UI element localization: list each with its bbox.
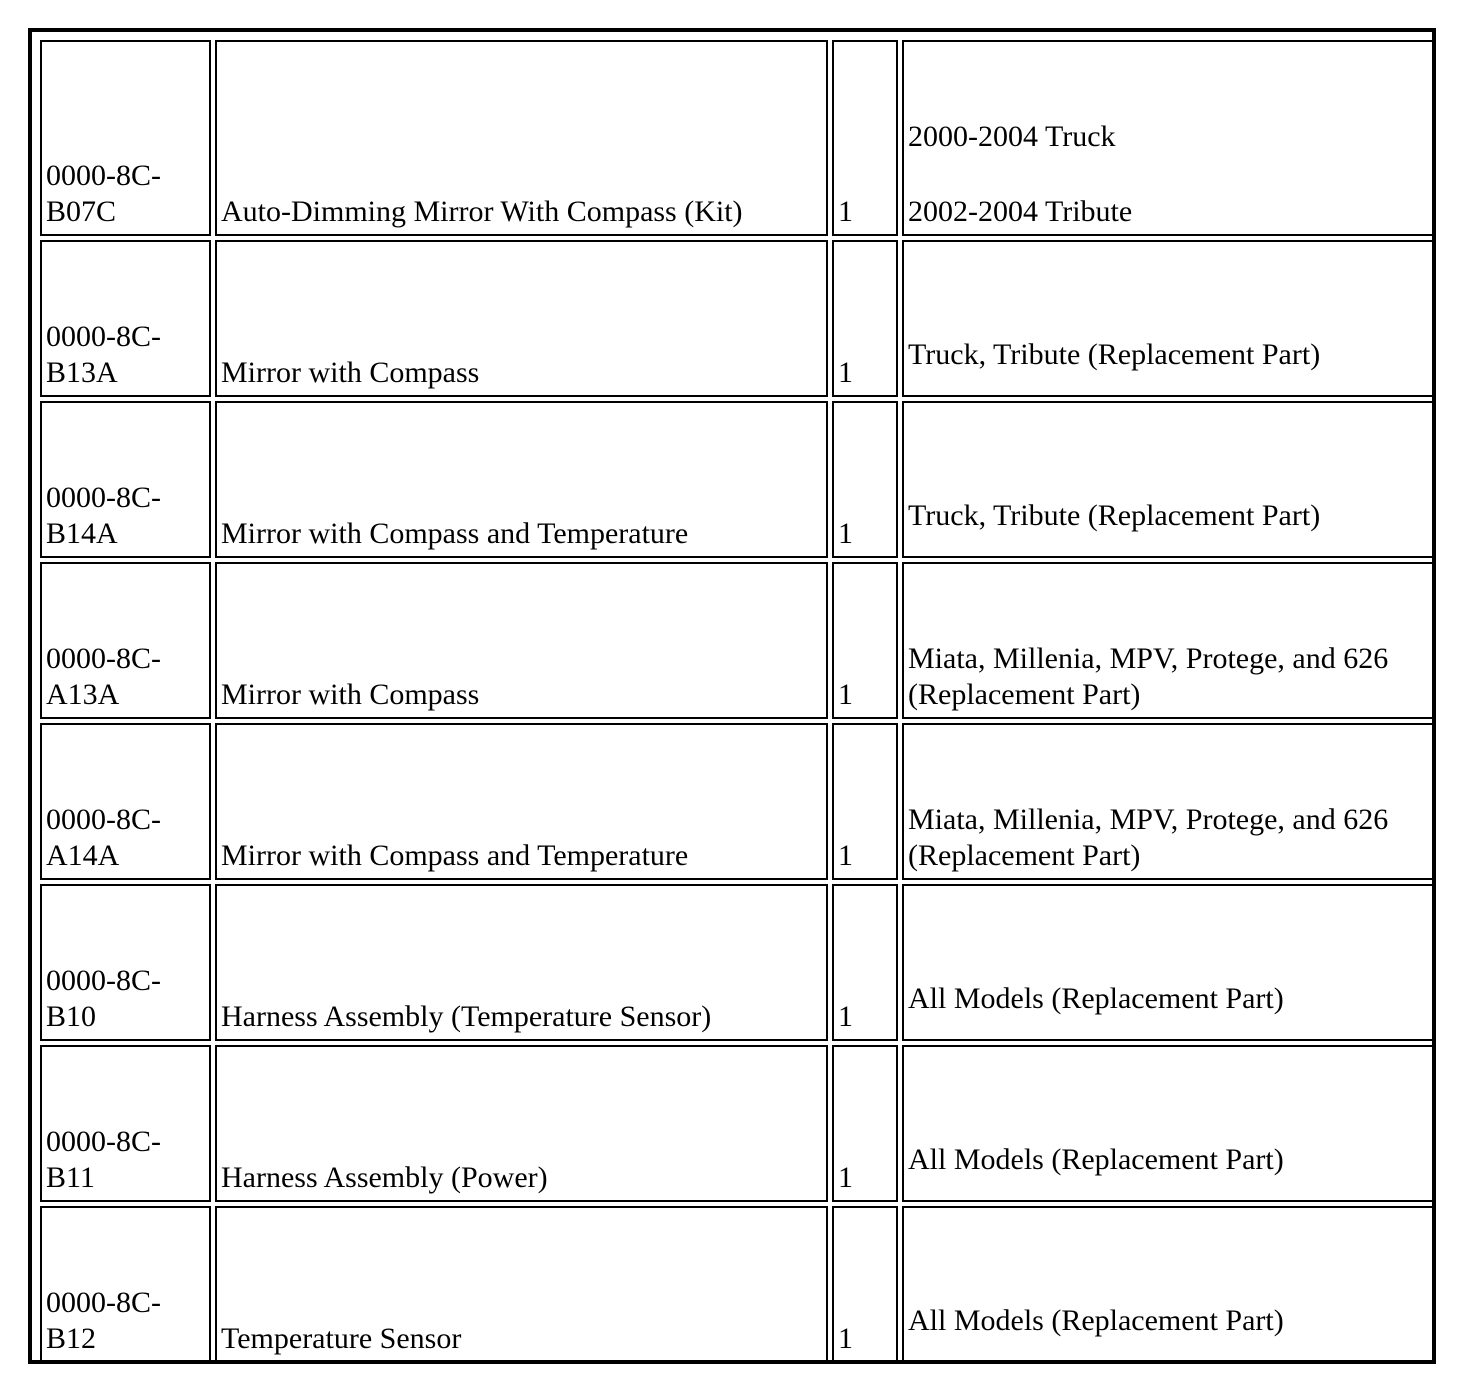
application-line: 2002-2004 Tribute	[908, 195, 1133, 228]
quantity-cell: 1	[832, 1206, 898, 1363]
quantity-cell: 1	[832, 723, 898, 880]
table-row	[40, 1045, 1434, 1202]
table-row	[40, 723, 1434, 880]
part-number-line2: A13A	[46, 678, 120, 711]
description-cell: Harness Assembly (Power)	[215, 1045, 828, 1202]
part-number-line2: B12	[46, 1322, 97, 1355]
part-number-line2: B13A	[46, 356, 118, 389]
application-cell: Miata, Millenia, MPV, Protege, and 626 (Replacement Part)	[902, 723, 1434, 880]
part-number-line1: 0000-8C-	[46, 1286, 161, 1319]
quantity-cell: 1	[832, 562, 898, 719]
description-cell: Mirror with Compass	[215, 240, 828, 397]
table-row	[40, 401, 1434, 558]
table-row	[40, 1206, 1434, 1363]
quantity-cell: 1	[832, 1045, 898, 1202]
part-number-line1: 0000-8C-	[46, 320, 161, 353]
part-number-cell	[40, 1206, 211, 1363]
application-line: 2000-2004 Truck	[908, 120, 1116, 153]
part-number-line1: 0000-8C-	[46, 481, 161, 514]
part-number-cell	[40, 562, 211, 719]
part-number-line2: A14A	[46, 839, 120, 872]
description-cell: Temperature Sensor	[215, 1206, 828, 1363]
quantity-cell: 1	[832, 240, 898, 397]
parts-table	[36, 36, 1438, 1367]
part-number-line1: 0000-8C-	[46, 642, 161, 675]
part-number-cell	[40, 1045, 211, 1202]
application-cell	[902, 40, 1434, 236]
quantity-cell: 1	[832, 40, 898, 236]
application-cell: Miata, Millenia, MPV, Protege, and 626 (Replacement Part)	[902, 562, 1434, 719]
part-number-cell	[40, 884, 211, 1041]
quantity-cell: 1	[832, 884, 898, 1041]
description-cell: Mirror with Compass	[215, 562, 828, 719]
description-cell: Auto-Dimming Mirror With Compass (Kit)	[215, 40, 828, 236]
part-number-line2: B11	[46, 1161, 95, 1194]
description-cell: Harness Assembly (Temperature Sensor)	[215, 884, 828, 1041]
table-row	[40, 562, 1434, 719]
application-cell: All Models (Replacement Part)	[902, 1045, 1434, 1202]
part-number-line2: B14A	[46, 517, 118, 550]
application-cell: All Models (Replacement Part)	[902, 884, 1434, 1041]
application-cell: Truck, Tribute (Replacement Part)	[902, 240, 1434, 397]
parts-table-frame	[28, 28, 1436, 1364]
table-row	[40, 40, 1434, 236]
part-number-cell	[40, 723, 211, 880]
part-number-cell	[40, 40, 211, 236]
part-number-line2: B07C	[46, 195, 117, 228]
description-cell: Mirror with Compass and Temperature	[215, 401, 828, 558]
part-number-line2: B10	[46, 1000, 97, 1033]
part-number-line1: 0000-8C-	[46, 803, 161, 836]
table-row	[40, 240, 1434, 397]
description-cell: Mirror with Compass and Temperature	[215, 723, 828, 880]
part-number-cell	[40, 240, 211, 397]
table-row	[40, 884, 1434, 1041]
application-cell: Truck, Tribute (Replacement Part)	[902, 401, 1434, 558]
part-number-line1: 0000-8C-	[46, 964, 161, 997]
application-cell: All Models (Replacement Part)	[902, 1206, 1434, 1363]
quantity-cell: 1	[832, 401, 898, 558]
part-number-line1: 0000-8C-	[46, 1125, 161, 1158]
part-number-cell	[40, 401, 211, 558]
part-number-line1: 0000-8C-	[46, 159, 161, 192]
